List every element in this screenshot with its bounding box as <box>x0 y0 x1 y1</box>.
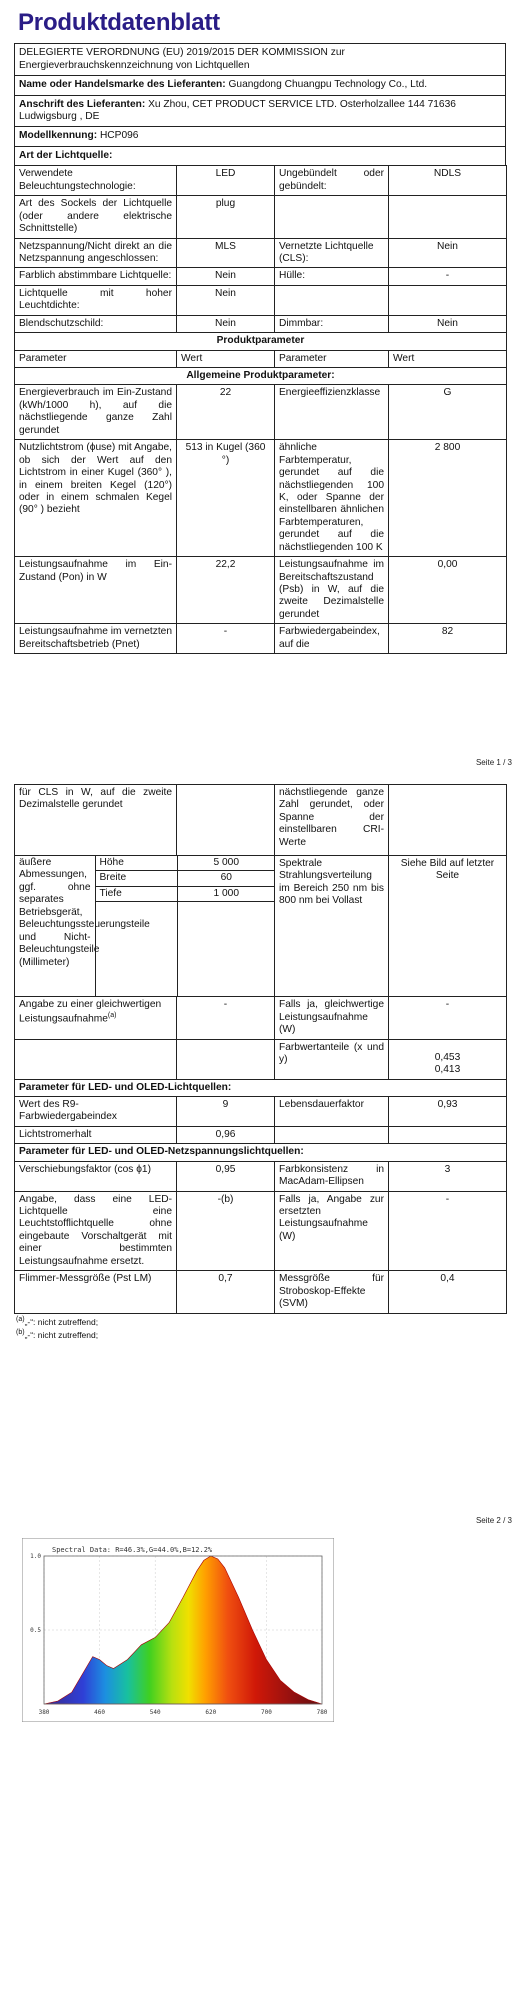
dim-value: 5 000 <box>177 856 275 871</box>
page-number-2: Seite 2 / 3 <box>475 1516 512 1525</box>
x-tick-label: 460 <box>94 1709 106 1716</box>
table-row <box>15 1161 507 1191</box>
cell-label: Blendschutzschild: <box>15 315 177 332</box>
table-row <box>15 1096 507 1126</box>
page-2 <box>14 784 506 1342</box>
cell-value: 82 <box>389 624 507 654</box>
cell-label: Farblich abstimmbare Lichtquelle: <box>15 268 177 285</box>
spectral-chart <box>22 1538 334 1722</box>
table-row <box>15 1126 507 1143</box>
table-row <box>15 166 507 196</box>
cell-value: - <box>177 624 275 654</box>
dimensions-label: äußere Abmessungen, ggf. ohne separates Betriebsgerät, Beleuchtungssteuerungsteile und Nicht-Beleuchtungsteile (Millimeter) <box>15 856 95 996</box>
cell-label: Art des Sockels der Lichtquelle (oder andere elektrische Schnittstelle) <box>15 196 177 238</box>
chart-title: Spectral Data: R=46.3%,G=44.0%,B=12.2% <box>52 1546 213 1554</box>
cell-label: Messgröße für Stroboskop-Effekte (SVM) <box>275 1271 389 1313</box>
cell-value <box>177 1039 275 1079</box>
cell-value <box>389 196 507 238</box>
supplier-name-row <box>14 75 506 94</box>
x-tick-label: 380 <box>38 1709 50 1716</box>
cell-label: Wert des R9-Farbwiedergabeindex <box>15 1096 177 1126</box>
column-header-row <box>15 350 507 367</box>
footnote-b <box>16 1329 504 1340</box>
table-row <box>15 285 507 315</box>
cell-label: Leistungsaufnahme im Bereitschaftszustand (Psb) in W, auf die zweite Dezimalstelle gerundet <box>275 557 389 624</box>
cell-label: Energieverbrauch im Ein-Zustand (kWh/1000 h), auf die nächstliegende ganze Zahl gerundet <box>15 385 177 440</box>
table-row <box>15 315 507 332</box>
dimensions-cell <box>15 856 275 997</box>
dim-name: Tiefe <box>95 886 177 901</box>
y-tick-label: 0.5 <box>30 1627 41 1634</box>
cell-label: ähnliche Farbtemperatur, gerundet auf die nächstliegenden 100 K, oder Spanne der einstellbaren ähnlichen Farbtemperaturen, gerundet auf die nächstliegenden 100 K <box>275 440 389 557</box>
cell-value: NDLS <box>389 166 507 196</box>
page-title: Produktdatenblatt <box>18 9 220 36</box>
page-1 <box>14 0 506 654</box>
cell-label: Vernetzte Lichtquelle (CLS): <box>275 238 389 268</box>
section-heading-row <box>15 333 507 350</box>
y-tick-label: 1.0 <box>30 1553 41 1560</box>
farbwert-x: 0,453 <box>434 1051 461 1063</box>
cell-label: Hülle: <box>275 268 389 285</box>
cell-label <box>275 196 389 238</box>
equiv-label: Angabe zu einer gleichwertigen Leistungsaufnahme <box>19 999 162 1025</box>
cell-value: 2 800 <box>389 440 507 557</box>
farbwert-y: 0,413 <box>434 1064 461 1076</box>
page-number-1: Seite 1 / 3 <box>475 758 512 767</box>
cell-value: plug <box>177 196 275 238</box>
cell-value: 513 in Kugel (360 °) <box>177 440 275 557</box>
cell-value <box>389 285 507 315</box>
model-label: Modellkennung: <box>19 130 98 142</box>
supplier-name-label: Name oder Handelsmarke des Lieferanten: <box>19 79 226 91</box>
cell-label: Netzspannung/Nicht direkt an die Netzspannung angeschlossen: <box>15 238 177 268</box>
cell-value: 22,2 <box>177 557 275 624</box>
footnote-mark: (a) <box>16 1315 25 1323</box>
cell-label: Farbkonsistenz in MacAdam-Ellipsen <box>275 1161 389 1191</box>
cell-label: Nutzlichtstrom (ϕuse) mit Angabe, ob sich der Wert auf den Lichtstrom in einer Kugel (360° ), in einem breiten Kegel (120°) oder in einem schmalen Kegel (90° ) bezieht <box>15 440 177 557</box>
table-row <box>15 1191 507 1271</box>
cell-label: Spektrale Strahlungsverteilung im Bereich 250 nm bis 800 nm bei Vollast <box>275 856 389 997</box>
dim-empty <box>95 902 177 997</box>
cell-label: Leistungsaufnahme im vernetzten Bereitschaftsbetrieb (Pnet) <box>15 624 177 654</box>
cell-label: nächstliegende ganze Zahl gerundet, oder Spanne der einstellbaren CRI-Werte <box>275 785 389 856</box>
column-header: Parameter <box>275 350 389 367</box>
cell-label: Falls ja, gleichwertige Leistungsaufnahme (W) <box>275 997 389 1039</box>
table-row <box>15 785 507 856</box>
cell-label: Lebensdauerfaktor <box>275 1096 389 1126</box>
table-row <box>15 856 507 997</box>
table-row <box>15 196 507 238</box>
cell-value <box>389 785 507 856</box>
table-row <box>15 238 507 268</box>
cell-label: Energieeffizienzklasse <box>275 385 389 440</box>
cell-label <box>15 1039 177 1079</box>
cell-value: Nein <box>389 238 507 268</box>
model-row <box>14 126 506 145</box>
type-heading: Art der Lichtquelle: <box>14 146 506 165</box>
cell-label: für CLS in W, auf die zweite Dezimalstelle gerundet <box>15 785 177 856</box>
params-table-continued <box>14 784 507 1314</box>
footnote-a <box>16 1316 504 1327</box>
cell-value: 0,4 <box>389 1271 507 1313</box>
cell-value <box>389 1126 507 1143</box>
cell-value: LED <box>177 166 275 196</box>
dim-name: Breite <box>95 871 177 886</box>
cell-label: Leistungsaufnahme im Ein-Zustand (Pon) in W <box>15 557 177 624</box>
cell-value <box>389 1039 507 1079</box>
cell-value: - <box>177 997 275 1039</box>
cell-value: 0,93 <box>389 1096 507 1126</box>
cell-value: 0,96 <box>177 1126 275 1143</box>
dimensions-table <box>15 856 275 996</box>
table-row <box>15 624 507 654</box>
table-row <box>15 385 507 440</box>
dim-value: 1 000 <box>177 886 275 901</box>
supplier-name: Guangdong Chuangpu Technology Co., Ltd. <box>228 79 428 91</box>
x-tick-label: 780 <box>316 1709 328 1716</box>
cell-value: - <box>389 1191 507 1271</box>
column-header: Parameter <box>15 350 177 367</box>
x-tick-label: 540 <box>149 1709 161 1716</box>
cell-label: Lichtstromerhalt <box>15 1126 177 1143</box>
section-heading-row <box>15 1079 507 1096</box>
cell-value: - <box>389 268 507 285</box>
footnote-text: „-“: nicht zutreffend; <box>24 1329 99 1340</box>
table-row <box>15 268 507 285</box>
cell-value: -(b) <box>177 1191 275 1271</box>
cell-value: MLS <box>177 238 275 268</box>
led-heading: Parameter für LED- und OLED-Lichtquellen: <box>15 1079 507 1096</box>
cell-label <box>15 997 177 1039</box>
cell-label <box>275 1126 389 1143</box>
cell-value: G <box>389 385 507 440</box>
section-heading-row <box>15 1144 507 1161</box>
model-id: HCP096 <box>99 130 139 142</box>
cell-label: Dimmbar: <box>275 315 389 332</box>
cell-value: 9 <box>177 1096 275 1126</box>
cell-value: Nein <box>177 285 275 315</box>
type-table <box>14 165 507 654</box>
supplier-address-row <box>14 95 506 127</box>
allg-heading: Allgemeine Produktparameter: <box>15 368 507 385</box>
column-header: Wert <box>177 350 275 367</box>
table-row <box>15 1271 507 1313</box>
cell-value: 0,95 <box>177 1161 275 1191</box>
cell-value <box>177 785 275 856</box>
spectral-chart-svg <box>22 1538 334 1722</box>
cell-label: Farbwertanteile (x und y) <box>275 1039 389 1079</box>
cell-value: - <box>389 997 507 1039</box>
table-row <box>15 440 507 557</box>
cell-label: Verwendete Beleuchtungstechnologie: <box>15 166 177 196</box>
cell-value: Nein <box>177 268 275 285</box>
section-heading-row <box>15 368 507 385</box>
cell-value: 0,7 <box>177 1271 275 1313</box>
footnote-text: „-“: nicht zutreffend; <box>24 1316 99 1327</box>
cell-value: Nein <box>177 315 275 332</box>
produktparameter-heading: Produktparameter <box>15 333 507 350</box>
x-tick-label: 620 <box>205 1709 217 1716</box>
table-row <box>15 997 507 1039</box>
cell-value: 22 <box>177 385 275 440</box>
x-tick-label: 700 <box>260 1709 272 1716</box>
cell-label: Falls ja, Angabe zur ersetzten Leistungsaufnahme (W) <box>275 1191 389 1271</box>
cell-value: 3 <box>389 1161 507 1191</box>
cell-label: Angabe, dass eine LED-Lichtquelle eine Leuchtstofflichtquelle ohne eingebaute Vorschaltgerät mit einer bestimmten Leistungsaufnahme ersetzt. <box>15 1191 177 1271</box>
netz-heading: Parameter für LED- und OLED-Netzspannungslichtquellen: <box>15 1144 507 1161</box>
cell-value: Siehe Bild auf letzter Seite <box>389 856 507 997</box>
supplier-address: Xu Zhou, CET PRODUCT SERVICE LTD. Osterholzallee 144 71636 Ludwigsburg , DE <box>19 98 456 123</box>
cell-label: Flimmer-Messgröße (Pst LM) <box>15 1271 177 1313</box>
regulation-text: DELEGIERTE VERORDNUNG (EU) 2019/2015 DER KOMMISSION zur Energieverbrauchskennzeichnung von Lichtquellen <box>14 43 506 75</box>
cell-label <box>275 285 389 315</box>
dim-name: Höhe <box>95 856 177 871</box>
cell-label: Ungebündelt oder gebündelt: <box>275 166 389 196</box>
dim-empty <box>177 902 275 997</box>
footnote-ref: (a) <box>107 1011 117 1019</box>
cell-value: 0,00 <box>389 557 507 624</box>
table-row <box>15 1039 507 1079</box>
cell-value: Nein <box>389 315 507 332</box>
cell-label: Lichtquelle mit hoher Leuchtdichte: <box>15 285 177 315</box>
footnote-mark: (b) <box>16 1328 25 1336</box>
cell-label: Verschiebungsfaktor (cos ϕ1) <box>15 1161 177 1191</box>
supplier-address-label: Anschrift des Lieferanten: <box>19 98 146 110</box>
column-header: Wert <box>389 350 507 367</box>
table-row <box>15 557 507 624</box>
dim-value: 60 <box>177 871 275 886</box>
cell-label: Farbwiedergabeindex, auf die <box>275 624 389 654</box>
